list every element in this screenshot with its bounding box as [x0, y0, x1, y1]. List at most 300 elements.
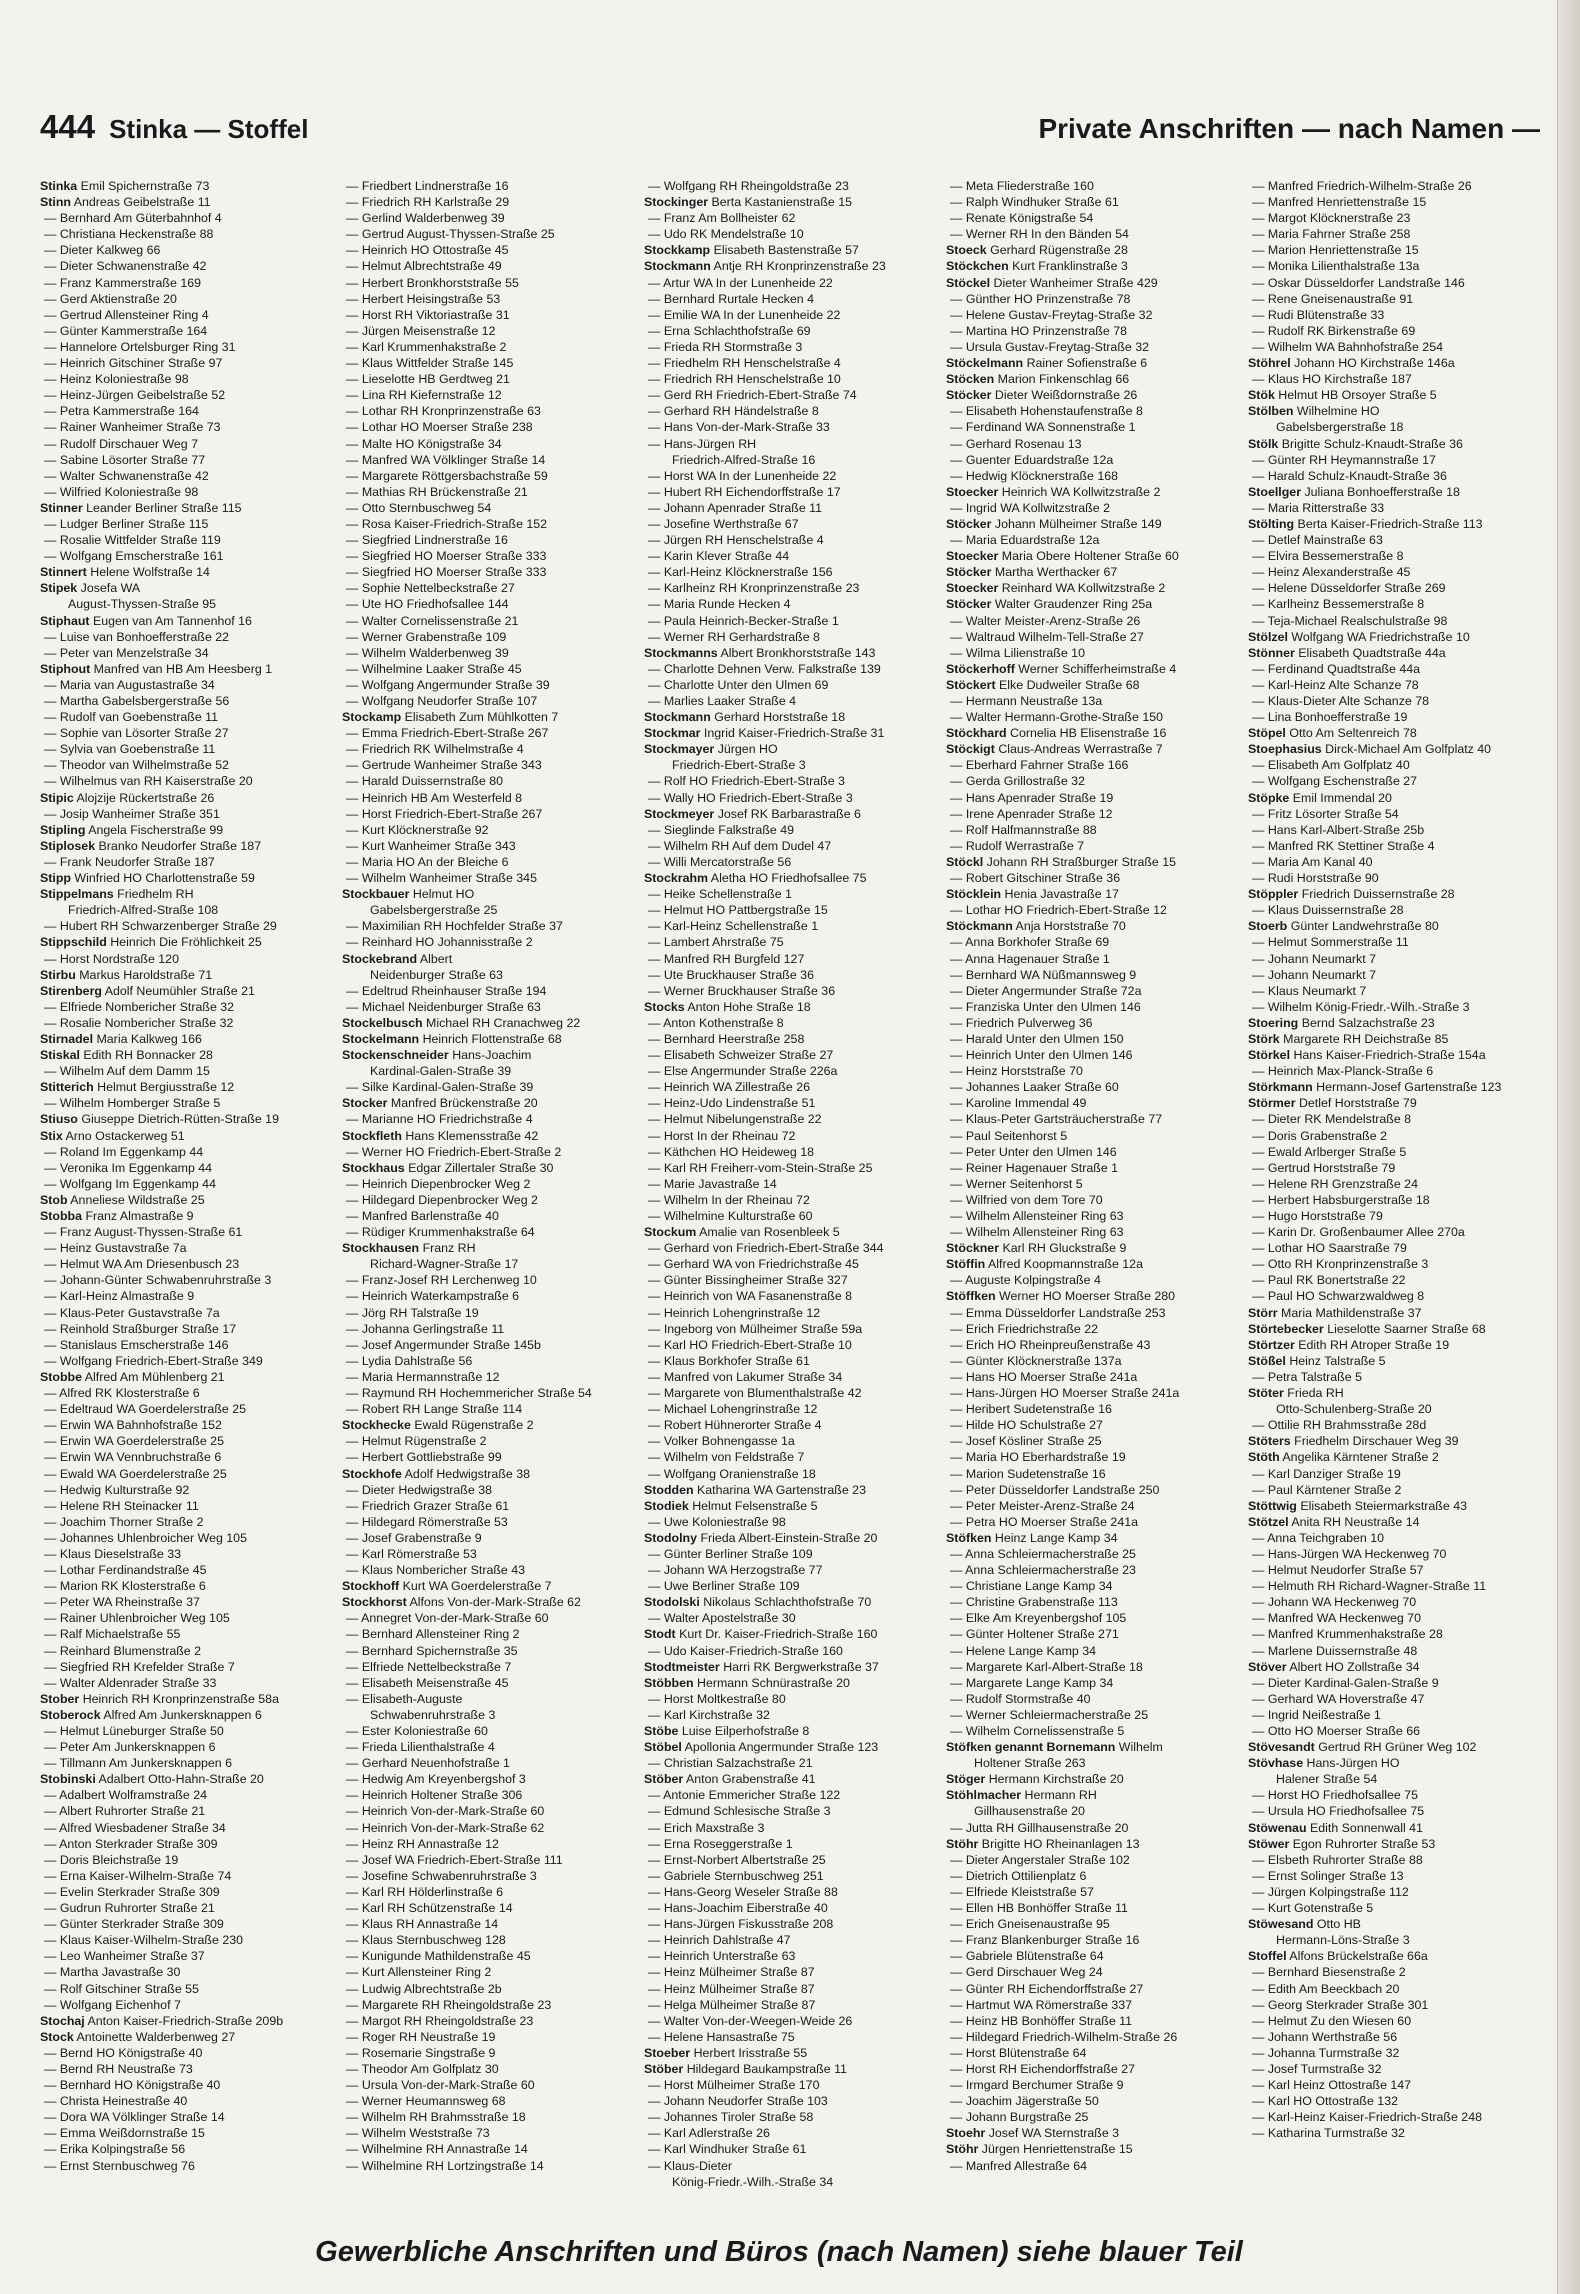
directory-entry: Stoecker Reinhard WA Kollwitzstraße 2 — [946, 581, 1166, 596]
directory-entry: — Wilhelmus van RH Kaiserstraße 20 — [44, 774, 253, 789]
directory-entry: Stockhorst Alfons Von-der-Mark-Straße 62 — [342, 1595, 581, 1610]
directory-entry: — Friedrich Grazer Straße 61 — [346, 1498, 510, 1513]
directory-entry: — Adalbert Wolframstraße 24 — [44, 1788, 207, 1803]
directory-entry: Stiphaut Eugen van Am Tannenhof 16 — [40, 613, 252, 628]
directory-entry: — Helene RH Grenzstraße 24 — [1252, 1176, 1418, 1191]
directory-entry: — Gudrun Ruhrorter Straße 21 — [44, 1901, 215, 1916]
directory-entry: — Rainer Uhlenbroicher Weg 105 — [44, 1611, 230, 1626]
directory-entry: — Ellen HB Bonhöffer Straße 11 — [950, 1901, 1128, 1916]
directory-entry: — Reinhard Blumenstraße 2 — [44, 1643, 202, 1658]
directory-entry: — Michael Neidenburger Straße 63 — [346, 999, 541, 1014]
directory-entry: — Hedwig Klöcknerstraße 168 — [950, 468, 1119, 483]
directory-entry: Stöcker Martha Werthacker 67 — [946, 565, 1118, 580]
directory-entry: — Manfred Allestraße 64 — [950, 2158, 1088, 2173]
directory-entry: Stockkamp Elisabeth Bastenstraße 57 — [644, 243, 859, 258]
directory-entry: — Walter Cornelissenstraße 21 — [346, 613, 519, 628]
directory-entry: — Lydia Dahlstraße 56 — [346, 1353, 473, 1368]
directory-entry: — Horst Friedrich-Ebert-Straße 267 — [346, 806, 543, 821]
directory-entry: — Franz Blankenburger Straße 16 — [950, 1933, 1140, 1948]
directory-entry: — Rosemarie Singstraße 9 — [346, 2045, 496, 2060]
directory-entry: — Erwin WA Goerdelerstraße 25 — [44, 1434, 224, 1449]
directory-entry: — Horst RH Viktoriastraße 31 — [346, 307, 510, 322]
directory-entry: — Lieselotte HB Gerdtweg 21 — [346, 372, 510, 387]
directory-entry: Stockmeyer Josef RK Barbarastraße 6 — [644, 806, 861, 821]
directory-entry: — Paul Seitenhorst 5 — [950, 1128, 1068, 1143]
directory-entry: — Maria van Augustastraße 34 — [44, 677, 215, 692]
directory-entry: — Rolf Halfmannstraße 88 — [950, 822, 1097, 837]
directory-entry: — Kunigunde Mathildenstraße 45 — [346, 1949, 531, 1964]
directory-entry: — Elisabeth Am Golfplatz 40 — [1252, 758, 1410, 773]
directory-entry: — Elke Am Kreyenbergshof 105 — [950, 1611, 1127, 1626]
directory-entry: — Marlies Laaker Straße 4 — [648, 694, 797, 708]
directory-entry: — Klaus Wittfelder Straße 145 — [346, 356, 514, 371]
directory-entry: — Hugo Horststraße 79 — [1252, 1209, 1383, 1223]
directory-entry: Stinn Andreas Geibelstraße 11 — [40, 195, 211, 210]
directory-entry: — Heinrich Dahlstraße 47 — [648, 1933, 791, 1948]
directory-entry: — Elisabeth Hohenstaufenstraße 8 — [950, 404, 1143, 419]
directory-entry: — Harald Duissernstraße 80 — [346, 774, 504, 789]
directory-entry: — Luise van Bonhoefferstraße 22 — [44, 629, 230, 644]
directory-entry: — Rudolf Dirschauer Weg 7 — [44, 436, 199, 451]
directory-entry: Stöger Hermann Kirchstraße 20 — [946, 1772, 1124, 1787]
directory-entry: — Friedbert Lindnerstraße 16 — [346, 179, 509, 193]
directory-entry: — Peter Düsseldorfer Landstraße 250 — [950, 1482, 1160, 1497]
directory-entry: — Stanislaus Emscherstraße 146 — [44, 1337, 229, 1352]
directory-entry: — Werner HO Friedrich-Ebert-Straße 2 — [346, 1144, 562, 1159]
directory-entry: — Lothar Ferdinandstraße 45 — [44, 1563, 207, 1578]
directory-entry: — Karin Klever Straße 44 — [648, 549, 790, 564]
directory-entry: Hermann-Löns-Straße 3 — [1276, 1933, 1410, 1948]
directory-entry: — Josef Turmstraße 32 — [1252, 2061, 1382, 2076]
directory-entry: — Horst Nordstraße 120 — [44, 951, 179, 966]
directory-entry: — Emma Weißdornstraße 15 — [44, 2126, 205, 2141]
directory-entry: Stiplosek Branko Neudorfer Straße 187 — [40, 838, 262, 853]
directory-entry: — Karl-Heinz Kaiser-Friedrich-Straße 248 — [1252, 2110, 1482, 2125]
directory-entry: — Gerda Grillostraße 32 — [950, 774, 1085, 789]
directory-entry: — Bernhard Heerstraße 258 — [648, 1031, 805, 1046]
directory-entry: — Gerhard Neuenhofstraße 1 — [346, 1756, 510, 1771]
directory-entry: — Robert Hühnerorter Straße 4 — [648, 1418, 822, 1433]
directory-entry: — Veronika Im Eggenkamp 44 — [44, 1160, 213, 1175]
directory-entry: — Harald Unter den Ulmen 150 — [950, 1031, 1124, 1046]
directory-entry: — Rosa Kaiser-Friedrich-Straße 152 — [346, 516, 548, 531]
directory-entry: Stoecker Maria Obere Holtener Straße 60 — [946, 549, 1179, 564]
directory-entry: — Lothar HO Friedrich-Ebert-Straße 12 — [950, 903, 1167, 918]
directory-entry: Stoellger Juliana Bonhoefferstraße 18 — [1248, 484, 1460, 499]
directory-entry: Gabelsbergerstraße 25 — [370, 903, 498, 918]
directory-entry: — Manfred Friedrich-Wilhelm-Straße 26 — [1252, 179, 1472, 193]
directory-entry: — Bernhard WA Nüßmannsweg 9 — [950, 967, 1137, 982]
directory-entry: — Elvira Bessemerstraße 8 — [1252, 549, 1404, 564]
directory-entry: — Rosalie Nombericher Straße 32 — [44, 1015, 234, 1030]
directory-entry: — Margot Klöcknerstraße 23 — [1252, 211, 1411, 226]
directory-entry: — Alfred RK Klosterstraße 6 — [44, 1386, 200, 1401]
directory-entry: — Margarete Lange Kamp 34 — [950, 1675, 1114, 1690]
directory-entry: Störkmann Hermann-Josef Gartenstraße 123 — [1248, 1080, 1502, 1095]
directory-entry: — Karl Adlerstraße 26 — [648, 2126, 770, 2141]
directory-entry: Stodolski Nikolaus Schlachthofstraße 70 — [644, 1595, 872, 1610]
directory-entry: — Rudolf Stormstraße 40 — [950, 1691, 1091, 1706]
directory-entry: Stockhaus Edgar Zillertaler Straße 30 — [342, 1160, 554, 1175]
directory-entry: — Ferdinand Quadtstraße 44a — [1252, 661, 1421, 676]
directory-entry: — Christine Grabenstraße 113 — [950, 1595, 1118, 1610]
directory-entry: Stöckhard Cornelia HB Elisenstraße 16 — [946, 726, 1167, 741]
directory-entry: — Sabine Lösorter Straße 77 — [44, 452, 206, 467]
directory-entry: — Eberhard Fahrner Straße 166 — [950, 758, 1129, 773]
directory-entry: — Peter Unter den Ulmen 146 — [950, 1144, 1117, 1159]
directory-entry: — Paul RK Bonertstraße 22 — [1252, 1273, 1406, 1288]
directory-entry: — Hans-Jürgen RH — [648, 436, 757, 451]
directory-entry: Kardinal-Galen-Straße 39 — [370, 1064, 512, 1079]
directory-entry: Stirenberg Adolf Neumühler Straße 21 — [40, 983, 255, 998]
directory-entry: Stöckert Elke Dudweiler Straße 68 — [946, 677, 1140, 692]
directory-entry: — Lina Bonhoefferstraße 19 — [1252, 710, 1408, 725]
directory-entry: — Monika Lilienthalstraße 13a — [1252, 259, 1420, 274]
page-header — [40, 108, 1540, 148]
directory-entry: Stodden Katharina WA Gartenstraße 23 — [644, 1482, 866, 1497]
directory-entry: Stöckel Dieter Wanheimer Straße 429 — [946, 275, 1158, 290]
directory-entry: — Marion Henriettenstraße 15 — [1252, 243, 1419, 258]
directory-entry: — Peter Meister-Arenz-Straße 24 — [950, 1498, 1135, 1513]
directory-entry: — Teja-Michael Realschulstraße 98 — [1252, 613, 1448, 628]
directory-entry: — Manfred WA Heckenweg 70 — [1252, 1611, 1421, 1626]
directory-entry: — Friedrich Pulverweg 36 — [950, 1015, 1093, 1030]
directory-entry: — Bernd RH Neustraße 73 — [44, 2061, 193, 2076]
directory-entry: — Heinz-Udo Lindenstraße 51 — [648, 1096, 816, 1111]
directory-entry: — Edmund Schlesische Straße 3 — [648, 1804, 831, 1819]
directory-entry: — Margarete Karl-Albert-Straße 18 — [950, 1659, 1143, 1674]
directory-entry: Stockebrand Albert — [342, 951, 453, 966]
directory-entry: — Werner Seitenhorst 5 — [950, 1176, 1083, 1191]
directory-entry: — Theodor Am Golfplatz 30 — [346, 2061, 499, 2076]
directory-entry: — Kurt Gotenstraße 5 — [1252, 1901, 1374, 1916]
directory-entry: — Klaus-Dieter — [648, 2158, 733, 2173]
directory-entry: Stockmar Ingrid Kaiser-Friedrich-Straße 31 — [644, 726, 885, 741]
directory-entry: — Hans HO Moerser Straße 241a — [950, 1369, 1138, 1384]
directory-entry: — Marion RK Klosterstraße 6 — [44, 1579, 206, 1594]
directory-entry: — Erich Gneisenaustraße 95 — [950, 1917, 1110, 1932]
directory-entry: — Manfred Henriettenstraße 15 — [1252, 195, 1427, 210]
directory-entry: Stocks Anton Hohe Straße 18 — [644, 999, 811, 1014]
directory-entry: — Ursula Von-der-Mark-Straße 60 — [346, 2078, 535, 2093]
directory-entry: — Lothar HO Saarstraße 79 — [1252, 1241, 1407, 1256]
directory-entry: — Evelin Sterkrader Straße 309 — [44, 1884, 220, 1899]
directory-entry: — Klaus-Peter Gartsträucherstraße 77 — [950, 1112, 1163, 1127]
directory-entry: — Heinz Gustavstraße 7a — [44, 1241, 187, 1256]
directory-entry: — Karl Kirchstraße 32 — [648, 1707, 770, 1722]
directory-entry: Stölben Wilhelmine HO — [1248, 404, 1380, 419]
directory-entry: Stöhlmacher Hermann RH — [946, 1788, 1097, 1803]
directory-entry: — Rudolf van Goebenstraße 11 — [44, 710, 219, 725]
header-section-title: Private Anschriften — nach Namen — — [1038, 113, 1540, 144]
directory-entry: Stober Heinrich RH Kronprinzenstraße 58a — [40, 1691, 279, 1706]
directory-entry: Stodt Kurt Dr. Kaiser-Friedrich-Straße 160 — [644, 1627, 878, 1642]
directory-entry: Stockrahm Aletha HO Friedhofsallee 75 — [644, 871, 867, 886]
directory-entry: Stöckner Karl RH Gluckstraße 9 — [946, 1241, 1127, 1256]
directory-entry: — Doris Grabenstraße 2 — [1252, 1128, 1387, 1143]
directory-entry: — Rudolf RK Birkenstraße 69 — [1252, 323, 1416, 338]
directory-entry: Stipek Josefa WA — [40, 581, 141, 596]
directory-entry: — Helmut Albrechtstraße 49 — [346, 259, 502, 274]
directory-entry: — Mathias RH Brückenstraße 21 — [346, 484, 528, 499]
directory-entry: — Horst In der Rheinau 72 — [648, 1128, 796, 1143]
directory-entry: — Edith Am Beeckbach 20 — [1252, 1981, 1400, 1996]
directory-entry: — Heinz Horststraße 70 — [950, 1064, 1083, 1079]
directory-entry: — Peter WA Rheinstraße 37 — [44, 1595, 200, 1610]
directory-entry: — Frank Neudorfer Straße 187 — [44, 854, 215, 869]
directory-entry: — Helene Gustav-Freytag-Straße 32 — [950, 307, 1153, 322]
directory-entry: — Ewald Arlberger Straße 5 — [1252, 1144, 1407, 1159]
directory-entry: Stöwesand Otto HB — [1248, 1917, 1361, 1932]
directory-entry: — Wilhelm Wanheimer Straße 345 — [346, 871, 537, 886]
directory-entry: — Maria Ritterstraße 33 — [1252, 500, 1385, 515]
directory-entry: — Bernhard Allensteiner Ring 2 — [346, 1627, 520, 1642]
directory-entry: Stoeber Herbert Irisstraße 55 — [644, 2045, 808, 2060]
directory-entry: — Jutta RH Gillhausenstraße 20 — [950, 1820, 1129, 1835]
directory-entry: Stölk Brigitte Schulz-Knaudt-Straße 36 — [1248, 436, 1463, 451]
directory-entry: — Lothar RH Kronprinzenstraße 63 — [346, 404, 541, 419]
directory-entry: — Maria Am Kanal 40 — [1252, 854, 1373, 869]
directory-entry: — Petra Kammerstraße 164 — [44, 404, 199, 419]
directory-entry: — Ferdinand WA Sonnenstraße 1 — [950, 420, 1136, 435]
directory-column-5 — [1248, 178, 1540, 2208]
directory-entry: — Wilhelm Weststraße 73 — [346, 2126, 490, 2141]
directory-entry: — Oskar Düsseldorfer Landstraße 146 — [1252, 275, 1465, 290]
directory-entry: — Karl RH Hölderlinstraße 6 — [346, 1884, 503, 1899]
directory-entry: — Karl Danziger Straße 19 — [1252, 1466, 1401, 1481]
directory-entry: — Helmut WA Am Driesenbusch 23 — [44, 1257, 240, 1272]
directory-entry: — Heinz Alexanderstraße 45 — [1252, 565, 1411, 580]
directory-entry: Störmer Detlef Horststraße 79 — [1248, 1096, 1417, 1111]
directory-entry: — Heinz-Jürgen Geibelstraße 52 — [44, 388, 226, 403]
directory-entry: — Wilfried Koloniestraße 98 — [44, 484, 199, 499]
directory-entry: — Sieglinde Falkstraße 49 — [648, 822, 795, 837]
directory-entry: — Wolfgang Neudorfer Straße 107 — [346, 694, 538, 708]
directory-entry: — Marlene Duissernstraße 48 — [1252, 1643, 1418, 1658]
directory-entry: — Heinrich Diepenbrocker Weg 2 — [346, 1176, 531, 1191]
directory-entry: — Rüdiger Krummenhakstraße 64 — [346, 1225, 535, 1240]
directory-entry: — Rudi Horststraße 90 — [1252, 871, 1379, 886]
directory-entry: — Karl HO Ottostraße 132 — [1252, 2094, 1398, 2109]
directory-entry: — Klaus-Peter Gustavstraße 7a — [44, 1305, 220, 1320]
directory-entry: — Wilhelm In der Rheinau 72 — [648, 1192, 810, 1207]
directory-entry: Stöcken Marion Finkenschlag 66 — [946, 372, 1130, 387]
directory-entry: Stöckmann Anja Horststraße 70 — [946, 919, 1126, 934]
directory-entry: — Sophie van Lösorter Straße 27 — [44, 726, 229, 741]
directory-entry: — Leo Wanheimer Straße 37 — [44, 1949, 205, 1964]
directory-entry: — Margot RH Rheingoldstraße 23 — [346, 2013, 534, 2028]
directory-entry: — Albert Ruhrorter Straße 21 — [44, 1804, 206, 1819]
directory-entry: Richard-Wagner-Straße 17 — [370, 1257, 519, 1272]
directory-entry: Stockelbusch Michael RH Cranachweg 22 — [342, 1015, 581, 1030]
directory-entry: Stinka Emil Spichernstraße 73 — [40, 179, 210, 193]
directory-entry: Stöters Friedhelm Dirschauer Weg 39 — [1248, 1434, 1459, 1449]
directory-entry: — Wilhelm König-Friedr.-Wilh.-Straße 3 — [1252, 999, 1470, 1014]
directory-entry: — Malte HO Königstraße 34 — [346, 436, 502, 451]
directory-entry: — Elfriede Kleiststraße 57 — [950, 1884, 1094, 1899]
directory-entry: — Helmut Zu den Wiesen 60 — [1252, 2013, 1412, 2028]
directory-entry: Stocker Manfred Brückenstraße 20 — [342, 1096, 538, 1111]
directory-entry: — Klaus Sternbuschweg 128 — [346, 1933, 506, 1948]
directory-entry: — Rainer Wanheimer Straße 73 — [44, 420, 221, 435]
directory-entry: — Rosalie Wittfelder Straße 119 — [44, 533, 221, 548]
directory-entry: — Erich Maxstraße 3 — [648, 1820, 765, 1835]
directory-entry: — Heinz HB Bonhöffer Straße 11 — [950, 2013, 1133, 2028]
directory-entry: — Marie Javastraße 14 — [648, 1176, 777, 1191]
directory-entry: — Günter Klöcknerstraße 137a — [950, 1353, 1122, 1368]
directory-entry: — Else Angermunder Straße 226a — [648, 1064, 838, 1079]
directory-entry: — Roland Im Eggenkamp 44 — [44, 1144, 204, 1159]
directory-entry: Stöcker Dieter Weißdornstraße 26 — [946, 388, 1138, 403]
directory-entry: — Walter Aldenrader Straße 33 — [44, 1675, 217, 1690]
directory-entry: — Charlotte Dehnen Verw. Falkstraße 139 — [648, 661, 881, 676]
directory-entry: Stirnadel Maria Kalkweg 166 — [40, 1031, 202, 1046]
directory-entry: — Karlheinz RH Kronprinzenstraße 23 — [648, 581, 860, 596]
directory-entry: — Wilhelm von Feldstraße 7 — [648, 1450, 805, 1465]
directory-entry: — Karlheinz Bessemerstraße 8 — [1252, 597, 1425, 612]
directory-entry: — Hubert RH Schwarzenberger Straße 29 — [44, 919, 277, 934]
directory-entry: Stockum Amalie van Rosenbleek 5 — [644, 1225, 840, 1240]
directory-entry: — Udo RK Mendelstraße 10 — [648, 227, 804, 242]
header-range-title: Stinka — Stoffel — [109, 114, 309, 144]
directory-entry: — Margarete von Blumenthalstraße 42 — [648, 1386, 862, 1401]
directory-entry: — Guenter Eduardstraße 12a — [950, 452, 1114, 467]
directory-entry: — Rene Gneisenaustraße 91 — [1252, 291, 1414, 306]
directory-entry: Stockinger Berta Kastanienstraße 15 — [644, 195, 852, 210]
directory-entry: — Erich Friedrichstraße 22 — [950, 1321, 1099, 1336]
directory-entry: — Gertrud August-Thyssen-Straße 25 — [346, 227, 555, 242]
directory-entry: — Wilma Lilienstraße 10 — [950, 645, 1085, 660]
directory-entry: — Renate Königstraße 54 — [950, 211, 1094, 226]
directory-entry: — Werner RH In den Bänden 54 — [950, 227, 1129, 242]
directory-entry: — Marion Sudetenstraße 16 — [950, 1466, 1106, 1481]
directory-entry: — Robert RH Lange Straße 114 — [346, 1402, 523, 1417]
directory-entry: — Maria Fahrner Straße 258 — [1252, 227, 1411, 242]
directory-entry: — Peter Am Junkersknappen 6 — [44, 1740, 216, 1755]
directory-entry: Stitterich Helmut Bergiusstraße 12 — [40, 1080, 235, 1095]
directory-entry: Friedrich-Ebert-Straße 3 — [672, 758, 806, 773]
directory-entry: — Walter Hermann-Grothe-Straße 150 — [950, 710, 1164, 725]
directory-entry: — Kurt Klöcknerstraße 92 — [346, 822, 489, 837]
directory-entry: — Karl Heinz Ottostraße 147 — [1252, 2078, 1412, 2093]
directory-entry: — Manfred WA Völklinger Straße 14 — [346, 452, 546, 467]
directory-entry: Stöckchen Kurt Franklinstraße 3 — [946, 259, 1128, 274]
directory-entry: Stoering Bernd Salzachstraße 23 — [1248, 1015, 1435, 1030]
directory-entry: — Maria HO An der Bleiche 6 — [346, 854, 509, 869]
directory-entry: Stök Helmut HB Orsoyer Straße 5 — [1248, 388, 1437, 403]
directory-entry: Stoehr Josef WA Sternstraße 3 — [946, 2126, 1120, 2141]
directory-entry: — Margarete Röttgersbachstraße 59 — [346, 468, 548, 483]
directory-entry: — Wolfgang Emscherstraße 161 — [44, 549, 224, 564]
directory-entry: — Werner Schleiermacherstraße 25 — [950, 1707, 1149, 1722]
directory-entry: Stöwenau Edith Sonnenwall 41 — [1248, 1820, 1423, 1835]
directory-entry: — Emma Düsseldorfer Landstraße 253 — [950, 1305, 1166, 1320]
directory-entry: — Heike Schellenstraße 1 — [648, 887, 792, 902]
directory-entry: — Heinrich Waterkampstraße 6 — [346, 1289, 520, 1304]
directory-entry: — Elsbeth Ruhrorter Straße 88 — [1252, 1852, 1423, 1867]
directory-entry: — Ingrid Neißestraße 1 — [1252, 1707, 1381, 1722]
directory-entry: — Karl RH Schützenstraße 14 — [346, 1901, 513, 1916]
directory-entry: — Werner RH Gerhardstraße 8 — [648, 629, 820, 644]
directory-entry: — Gerhard Rosenau 13 — [950, 436, 1082, 451]
directory-entry: Stodolny Frieda Albert-Einstein-Straße 20 — [644, 1530, 878, 1545]
directory-entry: Gillhausenstraße 20 — [974, 1804, 1085, 1819]
directory-entry: Stockhausen Franz RH — [342, 1241, 476, 1256]
directory-entry: — Erna Kaiser-Wilhelm-Straße 74 — [44, 1868, 232, 1883]
directory-entry: — Wilhelmine Laaker Straße 45 — [346, 661, 522, 676]
directory-entry: — Hans-Jürgen WA Heckenweg 70 — [1252, 1546, 1447, 1561]
directory-entry: — Klaus RH Annastraße 14 — [346, 1917, 499, 1932]
directory-entry: — Christiana Heckenstraße 88 — [44, 227, 214, 242]
directory-entry: — Wilhelmine Kulturstraße 60 — [648, 1209, 813, 1223]
directory-entry: — Ernst Sternbuschweg 76 — [44, 2158, 195, 2173]
directory-entry: — Irmgard Berchumer Straße 9 — [950, 2078, 1124, 2093]
directory-entry: — Bernhard Am Güterbahnhof 4 — [44, 211, 222, 226]
directory-entry: — Karl-Heinz Almastraße 9 — [44, 1289, 195, 1304]
directory-entry: Stoerb Günter Landwehrstraße 80 — [1248, 919, 1439, 934]
directory-entry: Schwabenruhrstraße 3 — [370, 1707, 496, 1722]
directory-entry: Stöttwig Elisabeth Steiermarkstraße 43 — [1248, 1498, 1467, 1513]
directory-entry: — Manfred von Lakumer Straße 34 — [648, 1369, 843, 1384]
directory-entry: Stöfken genannt Bornemann Wilhelm — [946, 1740, 1163, 1755]
directory-entry: — Horst Moltkestraße 80 — [648, 1691, 786, 1706]
directory-column-3 — [644, 178, 936, 2208]
directory-entry: — Herbert Gottliebstraße 99 — [346, 1450, 502, 1465]
directory-entry: — Heinz Koloniestraße 98 — [44, 372, 189, 387]
directory-entry: — Hedwig Kulturstraße 92 — [44, 1482, 190, 1497]
directory-entry: Stockbauer Helmut HO — [342, 887, 475, 902]
directory-entry: Stipp Winfried HO Charlottenstraße 59 — [40, 871, 255, 886]
directory-entry: — Erna Roseggerstraße 1 — [648, 1836, 793, 1851]
directory-entry: — Wolfgang Oranienstraße 18 — [648, 1466, 816, 1481]
directory-entry: Stöbe Luise Eilperhofstraße 8 — [644, 1724, 810, 1738]
directory-entry: — Helene Düsseldorfer Straße 269 — [1252, 581, 1446, 596]
directory-entry: Stinnert Helene Wolfstraße 14 — [40, 565, 210, 580]
directory-entry: — Wilfried von dem Tore 70 — [950, 1192, 1103, 1207]
directory-entry: Stötzel Anita RH Neustraße 14 — [1248, 1514, 1420, 1529]
directory-entry: — Wolfgang Im Eggenkamp 44 — [44, 1176, 216, 1191]
directory-entry: — Anton Sterkrader Straße 309 — [44, 1836, 218, 1851]
directory-entry: — Wilhelmine RH Lortzingstraße 14 — [346, 2158, 544, 2173]
directory-entry: — Anna Borkhofer Straße 69 — [950, 935, 1110, 950]
directory-entry: — Günther HO Prinzenstraße 78 — [950, 291, 1131, 306]
directory-entry: Stöfken Heinz Lange Kamp 34 — [946, 1530, 1118, 1545]
directory-entry: — Josef Grabenstraße 9 — [346, 1530, 482, 1545]
directory-entry: August-Thyssen-Straße 95 — [68, 597, 217, 612]
directory-entry: Stöth Angelika Kärntener Straße 2 — [1248, 1450, 1439, 1465]
directory-entry: — Wilhelm Allensteiner Ring 63 — [950, 1225, 1124, 1240]
directory-entry: — Heinz Mülheimer Straße 87 — [648, 1981, 815, 1996]
directory-entry: — Wolfgang Friedrich-Ebert-Straße 349 — [44, 1353, 263, 1368]
directory-entry: — Irene Apenrader Straße 12 — [950, 806, 1113, 821]
directory-entry: — Fritz Lösorter Straße 54 — [1252, 806, 1399, 821]
directory-entry: Stoffel Alfons Brückelstraße 66a — [1248, 1949, 1428, 1964]
directory-entry: — Hildegard Römerstraße 53 — [346, 1514, 508, 1529]
directory-entry: Stiphout Manfred van HB Am Heesberg 1 — [40, 661, 273, 676]
directory-entry: — Meta Fliederstraße 160 — [950, 179, 1094, 193]
directory-entry: — Johann Apenrader Straße 11 — [648, 500, 823, 515]
directory-entry: Neidenburger Straße 63 — [370, 967, 503, 982]
directory-entry: — Jörg RH Talstraße 19 — [346, 1305, 479, 1320]
directory-entry: — Edeltrud Rheinhauser Straße 194 — [346, 983, 547, 998]
directory-entry: — Klaus Duissernstraße 28 — [1252, 903, 1404, 918]
directory-entry: Stockmanns Albert Bronkhorststraße 143 — [644, 645, 876, 660]
directory-entry: — Edeltraud WA Goerdelerstraße 25 — [44, 1402, 247, 1417]
footer-note: Gewerbliche Anschriften und Büros (nach Namen) siehe blauer Teil — [315, 2236, 1243, 2268]
directory-column-1 — [40, 178, 332, 2208]
directory-entry: Stockelmann Heinrich Flottenstraße 68 — [342, 1031, 562, 1046]
directory-entry: — Ursula HO Friedhofsallee 75 — [1252, 1804, 1425, 1819]
